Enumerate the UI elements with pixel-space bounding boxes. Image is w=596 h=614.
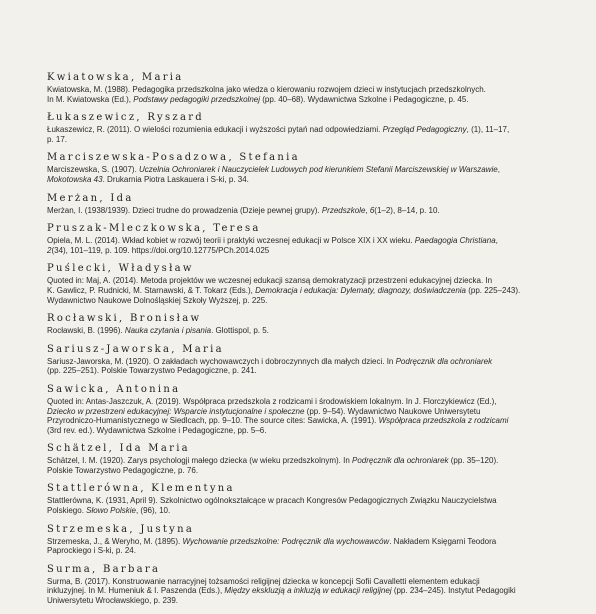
citation-text: , (1), 11–17,	[466, 125, 510, 135]
citation-text: inkluzyjnej. In M. Humeniuk & I. Paszenda (Eds.),	[47, 586, 225, 596]
citation-text: K. Gawlicz, P. Rudnicki, M. Starnawski, & T. Tokarz (Eds.),	[47, 285, 256, 295]
entry-citation-line	[47, 296, 557, 306]
bibliography-entry	[47, 524, 557, 556]
citation-italic-text: Słowo Polskie	[86, 506, 136, 516]
citation-italic-text: Demokracja i edukacja: Dylematy, diagnozy, doświadczenia	[255, 285, 466, 295]
entry-name: Puślecki, Władysław	[47, 263, 194, 275]
bibliography-list	[47, 72, 557, 614]
citation-text: (pp. 35–120).	[448, 456, 499, 466]
entry-name: Łukaszewicz, Ryszard	[47, 112, 205, 124]
entry-name: Stattlerówna, Klementyna	[47, 483, 235, 495]
citation-text: Polskiego.	[47, 506, 87, 516]
citation-italic-text: Między ekskluzją a inkluzją w edukacji religijnej	[224, 586, 392, 596]
citation-text: (pp. 225–251). Polskie Towarzystwo Pedagogiczne, p. 241.	[47, 366, 257, 376]
entry-name: Kwiatowska, Maria	[47, 72, 184, 83]
entry-citation-line	[47, 366, 557, 376]
bibliography-entry	[47, 112, 557, 144]
entry-name: Marciszewska-Posadzowa, Stefania	[47, 152, 300, 164]
entry-citation-line	[47, 165, 557, 175]
citation-italic-text: Mokotowska 43	[47, 174, 103, 184]
bibliography-entry	[47, 263, 557, 305]
citation-text: Stattlerówna, K. (1931, April 9). Szkolnictwo ogólnokształcące w pracach Kongresów Pedagogicznych Związku Nauczycielstwa	[47, 496, 497, 506]
entry-citation-line	[47, 577, 557, 587]
citation-text: Merżan, I. (1938/1939). Dzieci trudne do prowadzenia (Dzieje pewnej grupy).	[47, 205, 322, 215]
entry-citation-line	[47, 236, 557, 246]
entry-citation-line	[47, 506, 557, 516]
citation-text: Wydawnictwo Naukowe Dolnośląskiej Szkoły Wyższej, p. 225.	[47, 295, 268, 305]
citation-text: (1–2), 8–14, p. 10.	[374, 205, 440, 215]
citation-italic-text: Podręcznik dla ochroniarek	[395, 356, 493, 366]
citation-text: Rocławski, B. (1996).	[47, 326, 125, 336]
citation-italic-text: Podstawy pedagogiki przedszkolnej	[133, 94, 260, 104]
citation-text: Łukaszewicz, R. (2011). O wielości rozumienia edukacji i wyższości pytań nad odpowiedziami.	[47, 125, 383, 135]
entry-citation-line	[47, 397, 557, 407]
citation-italic-text: Podręcznik dla ochroniarek	[352, 456, 449, 466]
entry-citation-line	[47, 426, 557, 436]
bibliography-entry	[47, 193, 557, 216]
entry-name: Rocławski, Bronisław	[47, 313, 202, 325]
bibliography-entry	[47, 72, 557, 104]
bibliography-entry	[47, 152, 557, 184]
citation-italic-text: Wychowanie przedszkolne: Podręcznik dla wychowawców	[182, 536, 390, 546]
bibliography-entry	[47, 564, 557, 606]
bibliography-entry	[47, 313, 557, 336]
citation-italic-text: Nauka czytania i pisania	[124, 326, 212, 336]
citation-text: Paprockiego i S-ki, p. 24.	[47, 546, 136, 556]
citation-text: (pp. 40–68). Wydawnictwa Szkolne i Pedagogiczne, p. 45.	[260, 94, 469, 104]
bibliography-entry	[47, 443, 557, 475]
entry-citation-line	[47, 206, 557, 216]
citation-text: Opiela, M. L. (2014). Wkład kobiet w rozwój teorii i praktyki wczesnej edukacji w Polsce XIX i XX wieku.	[47, 236, 415, 246]
bibliography-entry	[47, 384, 557, 435]
entry-citation-line	[47, 125, 557, 135]
citation-text: In M. Kwiatowska (Ed.),	[47, 94, 134, 104]
citation-text: (34), 101–119, p. 109. https://doi.org/10.12775/PCh.2014.025	[51, 245, 270, 255]
citation-italic-text: Uczelnia Ochroniarek i Nauczycielek Ludowych pod kierunkiem Stefanii Marciszewskiej w Warszawie	[139, 165, 498, 175]
bibliography-entry	[47, 483, 557, 515]
citation-text: (3rd rev. ed.). Wydawnictwa Szkolne i Pedagogiczne, pp. 5–6.	[47, 425, 267, 435]
entry-citation-line	[47, 596, 557, 606]
citation-text: Polskie Towarzystwo Pedagogiczne, p. 76.	[47, 465, 199, 475]
entry-citation-line	[47, 456, 557, 466]
bibliography-entry	[47, 344, 557, 376]
citation-italic-text: 6	[369, 205, 375, 215]
entry-citation-line	[47, 95, 557, 105]
entry-citation-line	[47, 466, 557, 476]
entry-name: Surma, Barbara	[47, 563, 161, 575]
entry-citation-line	[47, 407, 557, 417]
entry-citation-line	[47, 326, 557, 336]
citation-text: . Drukarnia Piotra Laskauera i S-ki, p. 34.	[102, 174, 249, 184]
entry-name: Strzemeska, Justyna	[47, 523, 195, 535]
entry-citation-line	[47, 586, 557, 596]
citation-italic-text: Paedagogia Christiana	[414, 236, 496, 246]
citation-text: ,	[495, 236, 498, 246]
citation-text: Quoted in: Maj, A. (2014). Metoda projektów we wczesnej edukacji szansą demokratyzacji przestrzeni edukacyjnej dziecka. In	[47, 276, 493, 286]
entry-citation-line	[47, 496, 557, 506]
bibliography-entry	[47, 223, 557, 255]
citation-text: (pp. 9–54). Wydawnictwo Naukowe Uniwersytetu	[304, 406, 481, 416]
citation-text: p. 17.	[47, 134, 68, 144]
citation-italic-text: Przegląd Pedagogiczny	[382, 125, 467, 135]
citation-text: Strzemeska, J., & Weryho, M. (1895).	[47, 536, 183, 546]
entry-citation-line	[47, 357, 557, 367]
citation-italic-text: Współpraca przedszkola z rodzicami	[378, 416, 509, 426]
citation-text: Kwiatowska, M. (1988). Pedagogika przedszkolna jako wiedza o kierowaniu rozwojem dzieci w instytucjach przedszkolnych.	[47, 85, 486, 94]
entry-name: Schätzel, Ida Maria	[47, 443, 190, 455]
entry-name: Pruszak-Mleczkowska, Teresa	[47, 223, 261, 235]
citation-text: Sariusz-Jaworska, M. (1920). O zakładach wychowawczych i dobroczynnych dla małych dzieci. In	[47, 356, 396, 366]
citation-text: Marciszewska, S. (1907).	[47, 165, 140, 175]
entry-citation-line	[47, 546, 557, 556]
citation-text: Schätzel, I. M. (1920). Zarys psychologji małego dziecka (w wieku przedszkolnym). In	[47, 456, 353, 466]
entry-citation-line	[47, 135, 557, 145]
citation-text: Przyrodniczo-Humanistycznego w Siedlcach, pp. 9–10. The source cites: Sawicka, A. (1991).	[47, 416, 379, 426]
citation-text: (pp. 234–245). Instytut Pedagogiki	[391, 586, 516, 596]
citation-italic-text: 2	[47, 245, 52, 255]
citation-text: ,	[497, 165, 500, 175]
citation-text: . Nakładem Księgarni Teodora	[389, 536, 497, 546]
citation-italic-text: Dziecko w przestrzeni edukacyjnej: Wsparcie instytucjonalne i społeczne	[47, 406, 305, 416]
citation-text: Uniwersytetu Wrocławskiego, p. 239.	[47, 596, 179, 606]
citation-text: . Glottispol, p. 5.	[211, 326, 269, 336]
entry-citation-line	[47, 286, 557, 296]
citation-text: ,	[365, 205, 370, 215]
entry-name: Merżan, Ida	[47, 192, 134, 204]
entry-citation-line	[47, 175, 557, 185]
citation-text: (pp. 225–243).	[466, 285, 521, 295]
entry-citation-line	[47, 246, 557, 256]
citation-text: Surma, B. (2017). Konstruowanie narracyjnej tożsamości religijnej dziecka w koncepcji Sofii Cavalletti elementem edukacji	[47, 576, 480, 586]
entry-citation-line	[47, 85, 557, 95]
entry-citation-line	[47, 416, 557, 426]
citation-italic-text: Przedszkole	[321, 205, 366, 215]
entry-citation-line	[47, 276, 557, 286]
entry-citation-line	[47, 537, 557, 547]
entry-name: Sariusz-Jaworska, Maria	[47, 343, 224, 355]
entry-name: Sawicka, Antonina	[47, 383, 181, 395]
citation-text: , (96), 10.	[135, 506, 171, 516]
citation-text: Quoted in: Antas-Jaszczuk, A. (2019). Współpraca przedszkola z rodzicami i środowiskiem lokalnym. In J. Florczykiewicz (Ed.),	[47, 396, 497, 406]
